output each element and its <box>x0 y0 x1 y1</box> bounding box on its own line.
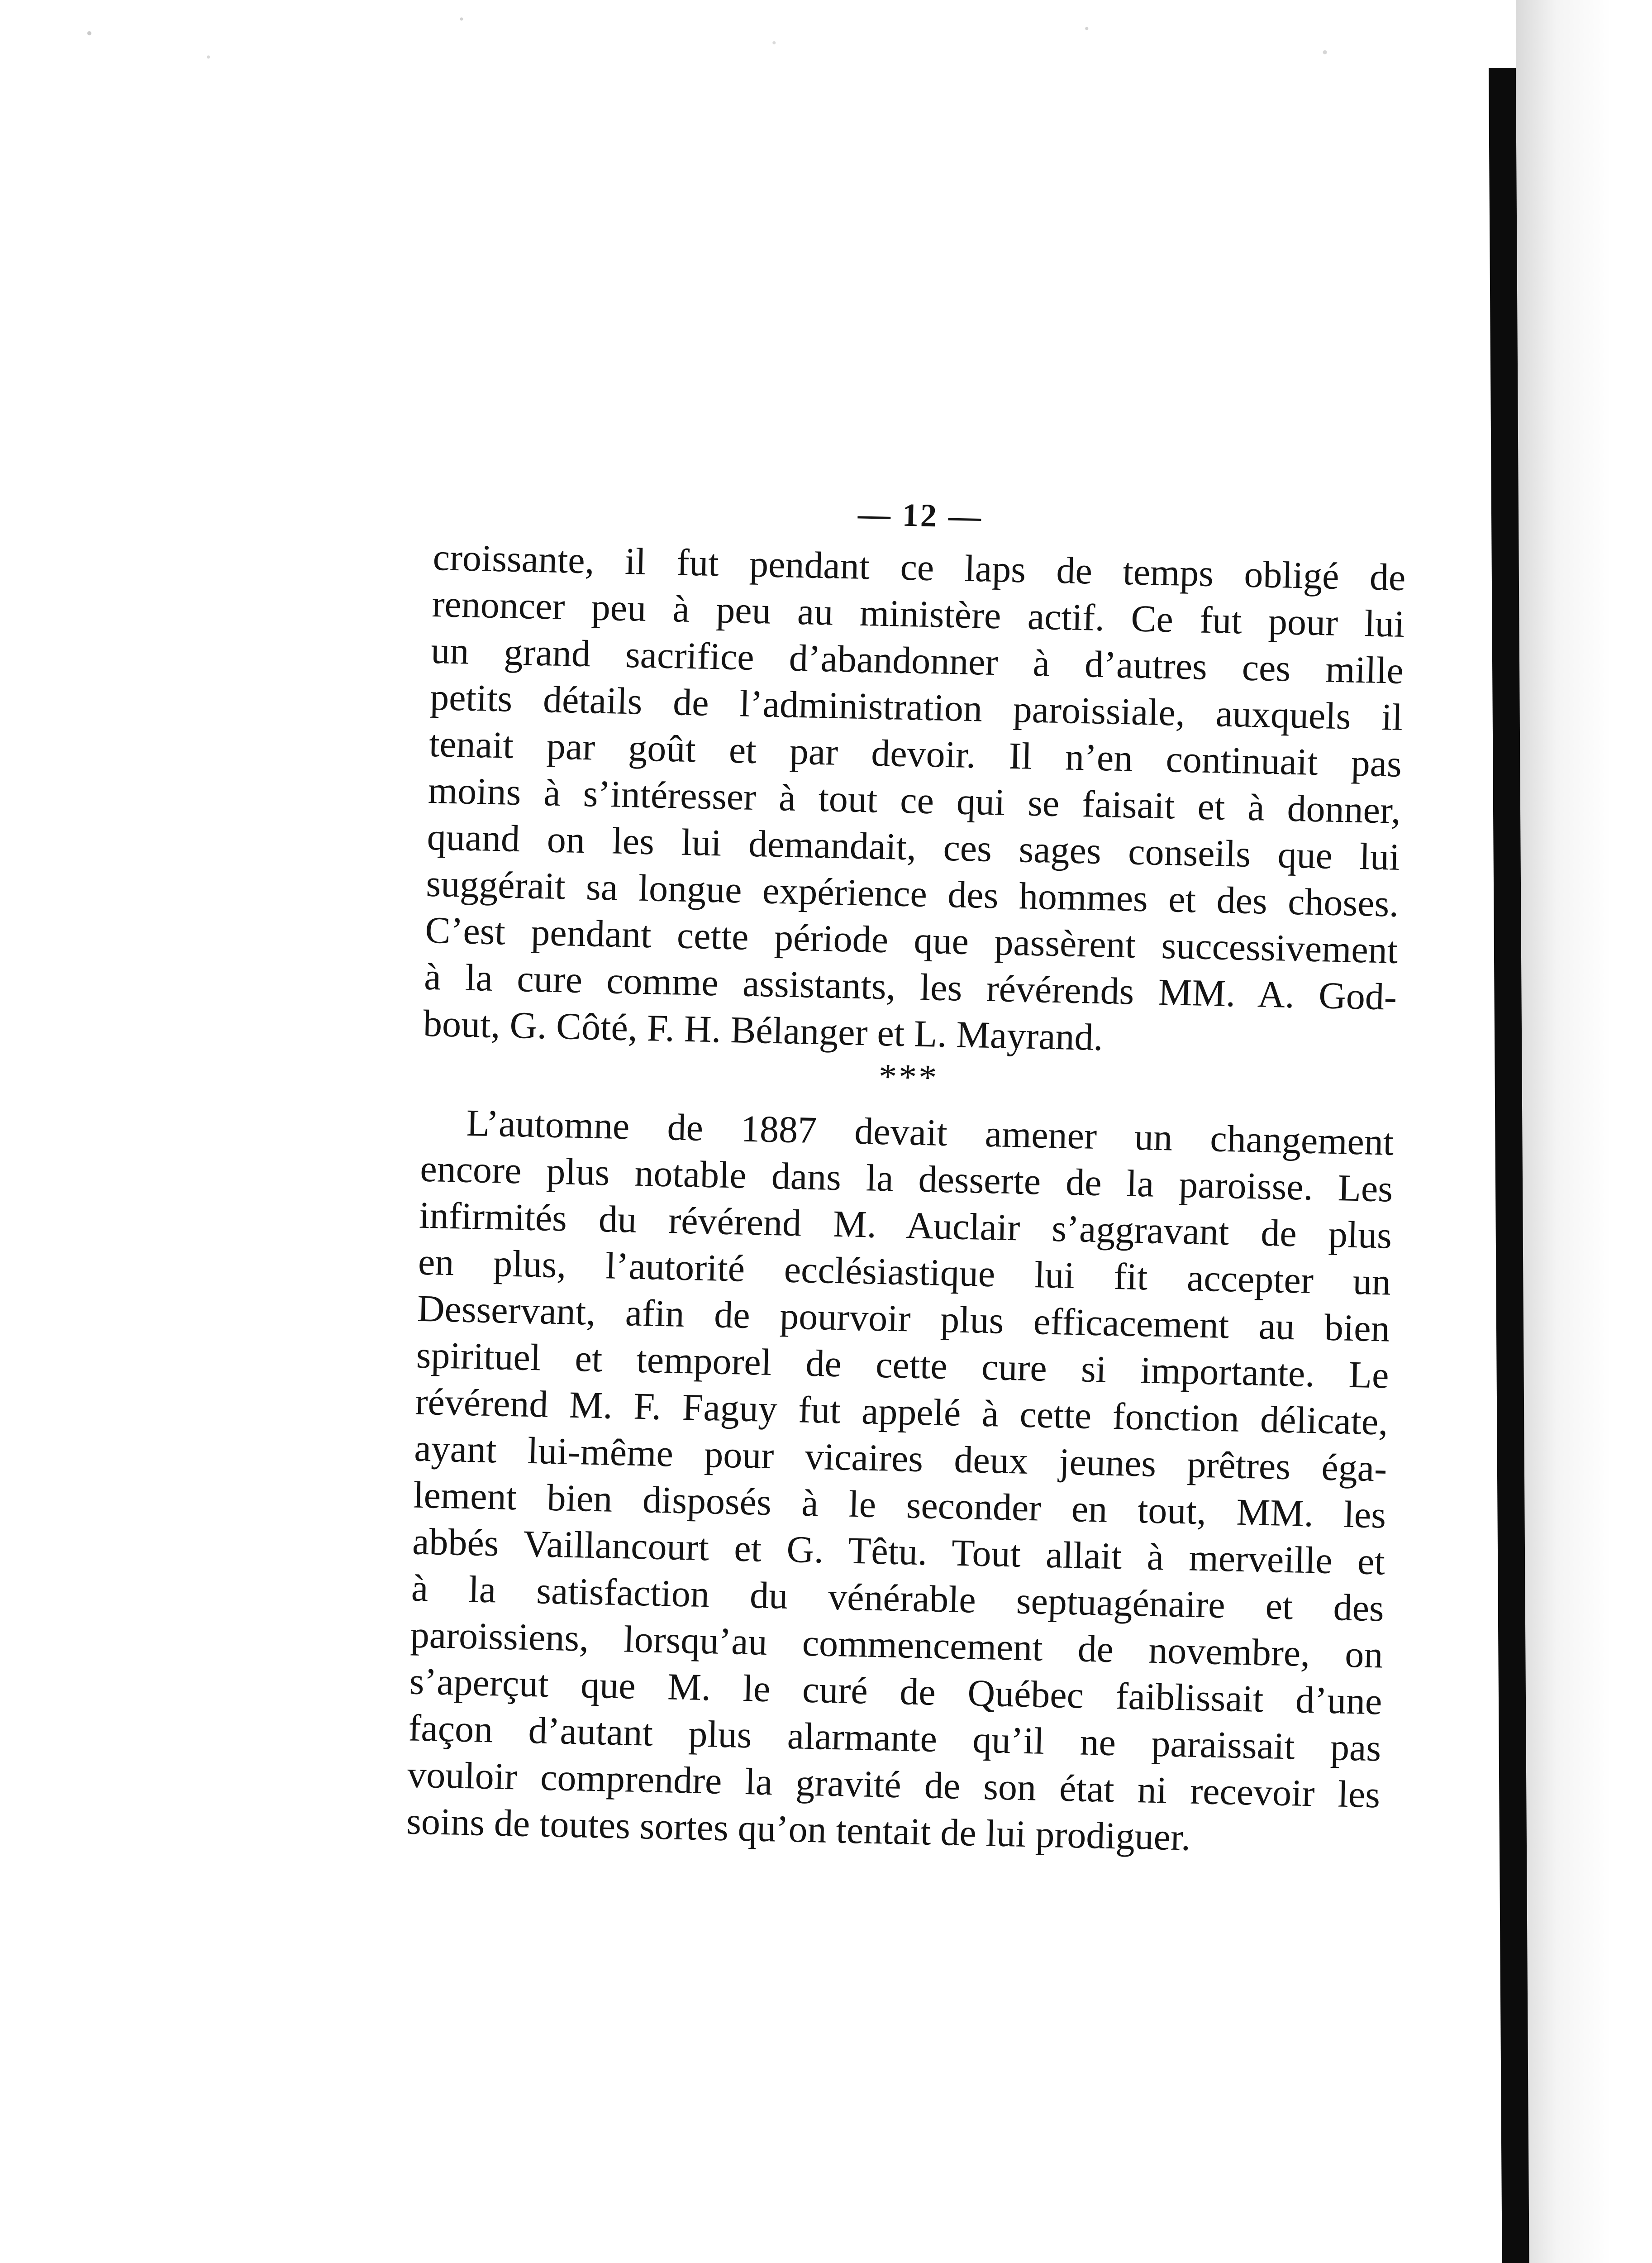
section-break-asterism: *** <box>878 1056 939 1098</box>
text-line: bout, G. Côté, F. H. Bélanger et L. Mayrand. <box>423 1002 1104 1059</box>
text-line: infirmités du révérend M. Auclair s’aggravant de plus <box>419 1194 1392 1257</box>
scan-speckle <box>0 0 1489 95</box>
paragraph-1 <box>423 534 1406 1067</box>
text-line: moins à s’intéresser à tout ce qui se faisait et à donner, <box>428 769 1401 832</box>
text-line: suggérait sa longue expérience des hommes et des choses. <box>425 862 1400 925</box>
text-line: révérend M. F. Faguy fut appelé à cette fonction délicate, <box>414 1380 1389 1443</box>
text-line: L’automne de 1887 devait amener un changement <box>466 1102 1395 1164</box>
text-line: encore plus notable dans la desserte de la paroisse. Les <box>419 1147 1394 1210</box>
page-text-block <box>406 489 1407 1865</box>
page-number: — 12 — <box>857 496 983 535</box>
text-line: croissante, il fut pendant ce laps de temps obligé de <box>432 536 1406 599</box>
text-line: abbés Vaillancourt et G. Têtu. Tout allait à merveille et <box>412 1520 1385 1583</box>
text-line: tenait par goût et par devoir. Il n’en continuait pas <box>428 722 1402 785</box>
text-line: soins de toutes sortes qu’on tentait de lui prodiguer. <box>406 1800 1191 1859</box>
text-line: lement bien disposés à le seconder en tout, MM. les <box>413 1474 1386 1537</box>
text-line: ayant lui-même pour vicaires deux jeunes prêtres éga- <box>414 1427 1388 1490</box>
text-line: C’est pendant cette période que passèrent successivement <box>424 909 1399 972</box>
text-line: façon d’autant plus alarmante qu’il ne paraissait pas <box>408 1707 1382 1770</box>
paragraph-2 <box>406 1099 1394 1865</box>
text-line: vouloir comprendre la gravité de son état ni recevoir les <box>407 1753 1381 1816</box>
text-line: paroissiens, lorsqu’au commencement de novembre, on <box>409 1614 1384 1676</box>
text-line: s’aperçut que M. le curé de Québec faiblissait d’une <box>409 1660 1383 1723</box>
text-line: un grand sacrifice d’abandonner à d’autres ces mille <box>430 629 1404 692</box>
text-line: en plus, l’autorité ecclésiastique lui fit accepter un <box>418 1241 1391 1303</box>
text-line: à la cure comme assistants, les révérends MM. A. God- <box>424 955 1397 1018</box>
text-line: spirituel et temporel de cette cure si importante. Le <box>415 1334 1390 1397</box>
text-line: à la satisfaction du vénérable septuagénaire et des <box>411 1567 1385 1630</box>
scan-margin-shadow <box>1516 0 1652 2263</box>
text-line: quand on les lui demandait, ces sages conseils que lui <box>426 816 1400 878</box>
text-line: renoncer peu à peu au ministère actif. Ce fut pour lui <box>431 582 1405 645</box>
text-line: Desservant, afin de pourvoir plus efficacement au bien <box>417 1287 1390 1350</box>
text-line: petits détails de l’administration paroissiale, auxquels il <box>429 676 1403 739</box>
